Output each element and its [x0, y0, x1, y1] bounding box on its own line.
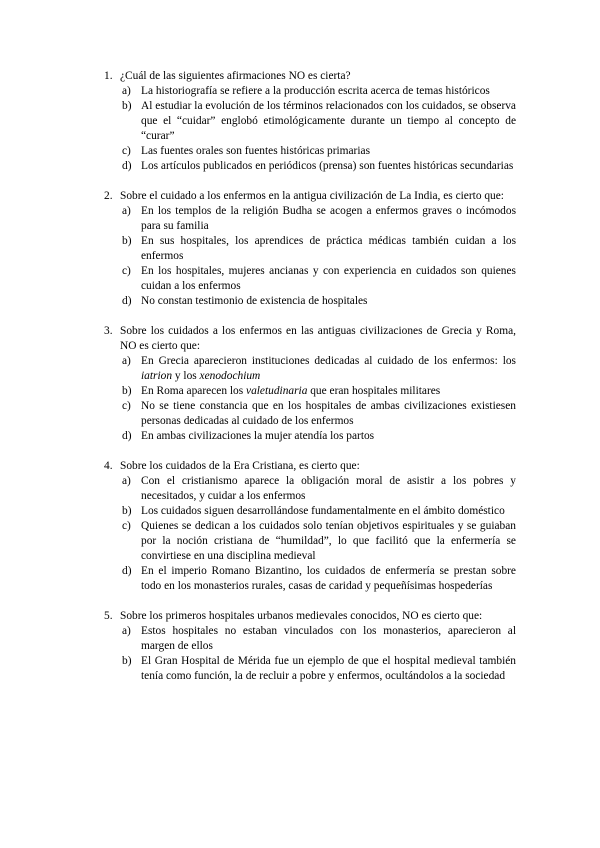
option-list [104, 354, 516, 444]
option-list [104, 204, 516, 309]
option-label: c) [122, 520, 131, 532]
option-text: No se tiene constancia que en los hospitales de ambas civilizaciones existiesen personas dedicadas al cuidado de los enfermos [141, 400, 516, 427]
option-text: Estos hospitales no estaban vinculados con los monasterios, aparecieron al margen de ellos [141, 625, 516, 652]
question-3 [104, 324, 516, 444]
question-text: Sobre los primeros hospitales urbanos medievales conocidos, NO es cierto que: [120, 610, 483, 622]
option-label: b) [122, 100, 132, 112]
option-list [104, 474, 516, 594]
option-label: c) [122, 145, 131, 157]
option-label: c) [122, 265, 131, 277]
option-list [104, 624, 516, 684]
option-b [104, 504, 516, 519]
option-list [104, 84, 516, 174]
question-1 [104, 69, 516, 174]
option-text: Las fuentes orales son fuentes históricas primarias [141, 145, 371, 157]
option-text-before: En Grecia aparecieron instituciones dedicadas al cuidado de los enfermos: los [141, 355, 516, 367]
option-b [104, 99, 516, 144]
option-a [104, 624, 516, 654]
question-5 [104, 609, 516, 684]
option-label: b) [122, 385, 132, 397]
option-c [104, 519, 516, 564]
option-label: b) [122, 235, 132, 247]
question-number: 5. [104, 610, 113, 622]
option-label: d) [122, 430, 132, 442]
option-label: a) [122, 475, 131, 487]
question-number: 3. [104, 325, 113, 337]
option-label: a) [122, 355, 131, 367]
option-label: d) [122, 565, 132, 577]
question-number: 4. [104, 460, 113, 472]
option-c [104, 144, 516, 159]
option-d [104, 564, 516, 594]
option-a [104, 354, 516, 384]
term-xenodochium: xenodochium [199, 370, 261, 382]
option-label: a) [122, 85, 131, 97]
option-label: c) [122, 400, 131, 412]
option-label: a) [122, 205, 131, 217]
option-d [104, 294, 516, 309]
option-d [104, 159, 516, 174]
option-b [104, 384, 516, 399]
question-2 [104, 189, 516, 309]
option-label: b) [122, 505, 132, 517]
option-text: Los cuidados siguen desarrollándose fundamentalmente en el ámbito doméstico [141, 505, 505, 517]
option-b [104, 654, 516, 684]
option-d [104, 429, 516, 444]
option-text-before: En Roma aparecen los [141, 385, 247, 397]
option-text: En sus hospitales, los aprendices de práctica médicas también cuidan a los enfermos [141, 235, 516, 262]
option-text: La historiografía se refiere a la producción escrita acerca de temas históricos [141, 85, 490, 97]
option-text: Quienes se dedican a los cuidados solo tenían objetivos espirituales y se guiaban por la noción cristiana de “humildad”, lo que facilitó que la enfermería se convirtiese en una disciplina medieval [141, 520, 516, 562]
option-b [104, 234, 516, 264]
option-text-after: que eran hospitales militares [307, 385, 441, 397]
question-list [104, 69, 516, 684]
question-4 [104, 459, 516, 594]
option-a [104, 474, 516, 504]
option-text: Con el cristianismo aparece la obligación moral de asistir a los pobres y necesitados, y cuidar a los enfermos [141, 475, 516, 502]
option-c [104, 264, 516, 294]
option-label: d) [122, 160, 132, 172]
option-text: En los templos de la religión Budha se acogen a enfermos graves o incómodos para su familia [141, 205, 516, 232]
term-iatrion: iatrion [141, 370, 173, 382]
option-text: En los hospitales, mujeres ancianas y con experiencia en cuidados son quienes cuidan a los enfermos [141, 265, 516, 292]
option-label: d) [122, 295, 132, 307]
option-a [104, 84, 516, 99]
question-text: Sobre el cuidado a los enfermos en la antigua civilización de La India, es cierto que: [120, 190, 504, 202]
option-text: Al estudiar la evolución de los términos relacionados con los cuidados, se observa que el “cuidar” englobó etimológicamente durante un tiempo al concepto de “curar” [141, 100, 516, 142]
question-number: 1. [104, 70, 113, 82]
option-text-middle: y los [172, 370, 200, 382]
question-text: Sobre los cuidados a los enfermos en las antiguas civilizaciones de Grecia y Roma, NO es cierto que: [120, 325, 516, 352]
option-a [104, 204, 516, 234]
question-text: ¿Cuál de las siguientes afirmaciones NO es cierta? [120, 70, 351, 82]
term-valetudinaria: valetudinaria [246, 385, 308, 397]
question-text: Sobre los cuidados de la Era Cristiana, es cierto que: [120, 460, 360, 472]
option-text: Los artículos publicados en periódicos (prensa) son fuentes históricas secundarias [141, 160, 514, 172]
question-number: 2. [104, 190, 113, 202]
option-text: El Gran Hospital de Mérida fue un ejemplo de que el hospital medieval también tenía como función, la de recluir a pobre y enfermos, ocultándolos a la sociedad [141, 655, 516, 682]
option-label: b) [122, 655, 132, 667]
option-text: En el imperio Romano Bizantino, los cuidados de enfermería se prestan sobre todo en los monasterios rurales, casas de caridad y pequeñísimas hospederías [141, 565, 516, 592]
option-label: a) [122, 625, 131, 637]
option-c [104, 399, 516, 429]
option-text: En ambas civilizaciones la mujer atendía los partos [141, 430, 375, 442]
option-text: No constan testimonio de existencia de hospitales [141, 295, 368, 307]
